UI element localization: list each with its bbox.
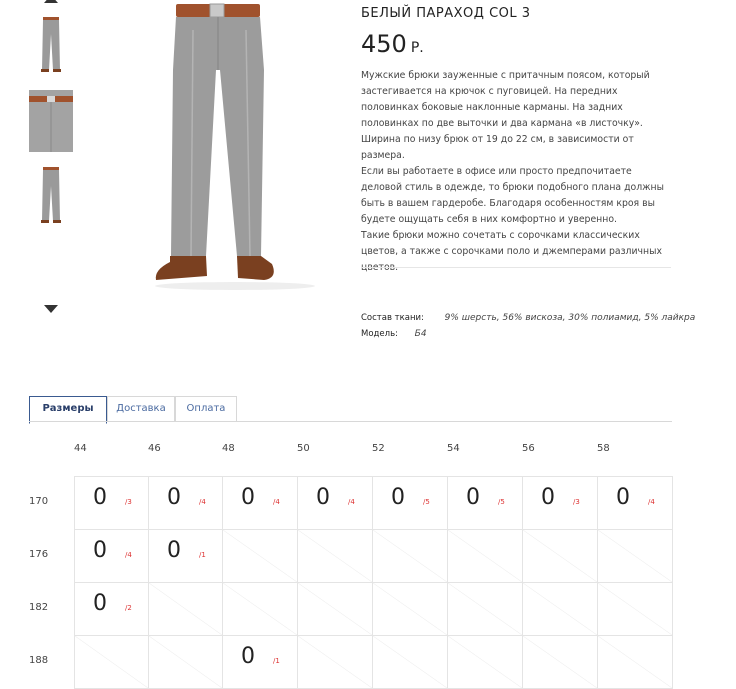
size-cell-stock: /4 [125,551,132,559]
model-label: Модель: [361,329,398,339]
size-cell-unavailable [148,635,223,689]
size-cell-unavailable [597,635,673,689]
size-cell-unavailable [372,529,448,583]
size-cell-quantity: 0 [167,485,181,510]
size-cell-stock: /1 [273,657,280,665]
model-value: Б4 [414,329,427,339]
size-cell-stock: /4 [199,498,206,506]
height-row-header: 170 [29,496,49,507]
size-column-header: 56 [522,443,535,454]
size-cell-stock: /4 [273,498,280,506]
size-cell[interactable] [222,635,298,689]
height-row-header: 176 [29,549,49,560]
thumbnails-down-arrow-icon[interactable] [44,305,58,313]
size-cell-quantity: 0 [93,485,107,510]
product-price [361,30,424,58]
thumbnail-front[interactable] [29,14,73,74]
fabric-value: 9% шерсть, 56% вискоза, 30% полиамид, 5% лайкра [444,313,696,323]
size-cell-unavailable [447,582,523,636]
size-cell-quantity: 0 [466,485,480,510]
size-column-header: 48 [222,443,235,454]
product-title: БЕЛЫЙ ПАРАХОД COL 3 [361,6,531,21]
product-description-2: Если вы работаете в офисе или просто предпочитаете деловой стиль в одежде, то брюки подобного плана должны быть в вашем гардеробе. Благодаря особенностям кроя вы будете ощущать себя в них комфортно и уверенно. [361,166,664,225]
size-cell[interactable] [74,476,149,530]
size-cell-quantity: 0 [167,538,181,563]
price-value: 450 [361,30,407,58]
size-cell-quantity: 0 [93,591,107,616]
price-currency: Р. [410,40,424,56]
size-cell-unavailable [447,635,523,689]
size-cell-unavailable [297,635,373,689]
size-cell-unavailable [372,582,448,636]
description-divider [361,267,671,268]
tab-sizes[interactable]: Размеры [29,396,107,424]
size-cell-unavailable [297,529,373,583]
size-column-header: 52 [372,443,385,454]
size-cell-stock: /3 [125,498,132,506]
fabric-label: Состав ткани: [361,313,424,323]
tab-payment[interactable]: Оплата [175,396,237,422]
size-column-header: 46 [148,443,161,454]
size-cell[interactable] [74,529,149,583]
size-column-header: 54 [447,443,460,454]
product-description-3: Такие брюки можно сочетать с сорочками классических цветов, а также с сорочками поло и джемперами различных цветов. [361,230,662,273]
thumbnail-back[interactable] [29,164,73,226]
pants-front-thumb-image [29,14,73,74]
size-cell-stock: /1 [199,551,206,559]
model-row [361,329,427,339]
size-cell[interactable] [74,582,149,636]
size-cell[interactable] [447,476,523,530]
size-cell-quantity: 0 [241,485,255,510]
size-cell-stock: /4 [648,498,655,506]
size-cell[interactable] [297,476,373,530]
size-cell[interactable] [522,476,598,530]
fabric-row [361,313,695,323]
height-row-header: 188 [29,655,49,666]
size-cell[interactable] [148,476,223,530]
size-cell-unavailable [372,635,448,689]
size-cell[interactable] [597,476,673,530]
size-cell-unavailable [222,529,298,583]
size-column-header: 50 [297,443,310,454]
size-cell[interactable] [372,476,448,530]
size-cell-quantity: 0 [391,485,405,510]
size-cell-unavailable [597,529,673,583]
pants-back-thumb-image [29,164,73,226]
size-cell-quantity: 0 [241,644,255,669]
product-description-2-block [361,164,673,276]
pants-closeup-thumb-image [29,90,73,152]
size-cell-stock: /3 [573,498,580,506]
thumbnails-up-arrow-icon[interactable] [44,0,58,3]
product-main-image [140,0,330,290]
tab-delivery[interactable]: Доставка [107,396,175,422]
size-cell-unavailable [522,582,598,636]
size-cell-unavailable [447,529,523,583]
thumbnail-closeup[interactable] [29,90,73,152]
size-cell-quantity: 0 [316,485,330,510]
size-cell-stock: /5 [423,498,430,506]
size-column-header: 44 [74,443,87,454]
size-cell-stock: /2 [125,604,132,612]
size-cell-unavailable [597,582,673,636]
tabs-underline [29,421,672,422]
size-cell[interactable] [148,529,223,583]
size-cell-unavailable [522,635,598,689]
size-cell-unavailable [148,582,223,636]
height-row-header: 182 [29,602,49,613]
size-cell-unavailable [222,582,298,636]
size-cell-quantity: 0 [541,485,555,510]
size-cell-unavailable [522,529,598,583]
size-cell-quantity: 0 [616,485,630,510]
size-cell-unavailable [74,635,149,689]
product-description-1: Мужские брюки зауженные с притачным поясом, который застегивается на крючок с пуговицей. На передних половинках боковые наклонные карманы. На задних половинках по две выточки и два кармана «в листочку». Ширина по низу брюк от 19 до 22 см, в зависимости от размера. [361,70,650,161]
size-cell-quantity: 0 [93,538,107,563]
size-cell[interactable] [222,476,298,530]
size-cell-stock: /4 [348,498,355,506]
size-column-header: 58 [597,443,610,454]
size-cell-stock: /5 [498,498,505,506]
size-cell-unavailable [297,582,373,636]
